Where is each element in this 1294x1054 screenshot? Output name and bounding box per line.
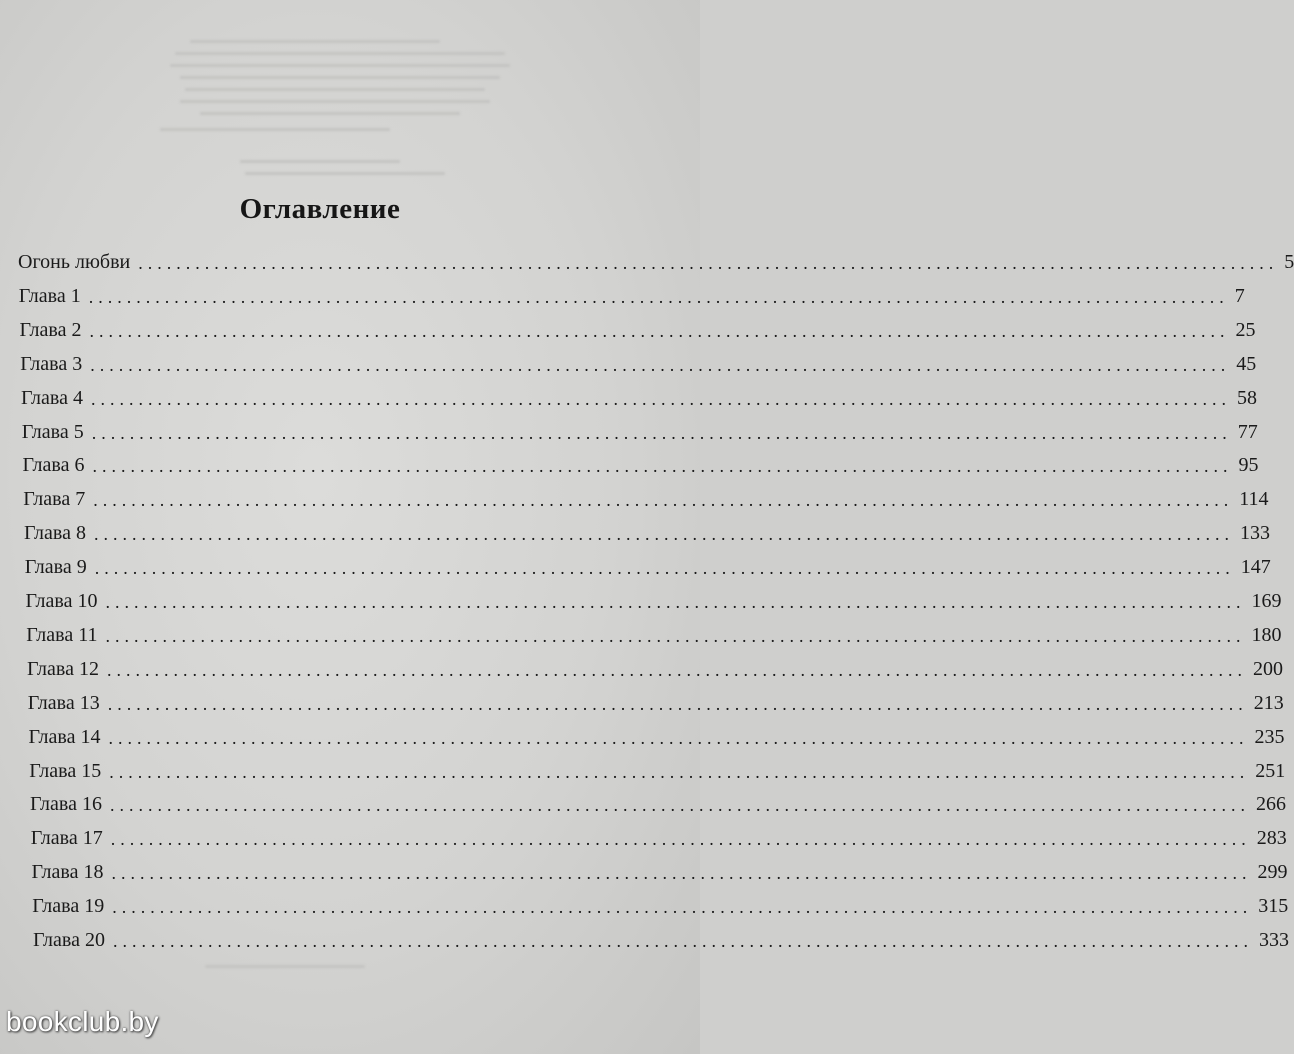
bleed-through-line xyxy=(240,160,400,163)
toc-leader-dots: ........................................................................................................................ xyxy=(105,625,1246,646)
toc-entry-page: 114 xyxy=(1239,488,1269,511)
toc-entry-page: 299 xyxy=(1257,861,1288,884)
toc-leader-dots: ........................................................................................................................ xyxy=(91,422,1232,443)
toc-leader-dots: ........................................................................................................................ xyxy=(108,727,1249,748)
toc-leader-dots: ........................................................................................................................ xyxy=(90,354,1231,375)
toc-leader-dots: ........................................................................................................................ xyxy=(107,693,1248,714)
toc-entry xyxy=(21,414,1258,444)
toc-entry-page: 58 xyxy=(1236,386,1257,409)
toc-entry-label: Глава 8 xyxy=(24,522,86,545)
toc-entry-label: Глава 4 xyxy=(21,386,83,409)
toc-leader-dots: ........................................................................................................................ xyxy=(92,456,1233,477)
toc-leader-dots: ........................................................................................................................ xyxy=(88,286,1229,307)
toc-entry-label: Глава 14 xyxy=(28,725,101,748)
toc-entry-label: Глава 16 xyxy=(30,793,102,816)
toc-entry-page: 235 xyxy=(1254,725,1285,748)
toc-entry-page: 7 xyxy=(1234,284,1245,307)
toc-leader-dots: ........................................................................................................................ xyxy=(106,659,1247,680)
toc-leader-dots: ........................................................................................................................ xyxy=(109,761,1250,782)
toc-entry xyxy=(27,685,1284,715)
toc-entry-label: Глава 13 xyxy=(27,691,100,714)
toc-leader-dots: ........................................................................................................................ xyxy=(93,524,1234,545)
toc-leader-dots: ........................................................................................................................ xyxy=(93,490,1234,511)
toc-entry-page: 5 xyxy=(1284,251,1294,273)
bleed-through-line xyxy=(185,88,485,91)
toc-leader-dots: ........................................................................................................................ xyxy=(112,931,1253,951)
toc-entry xyxy=(24,549,1271,579)
toc-entry-page: 147 xyxy=(1240,556,1271,579)
toc-entry xyxy=(26,617,1282,647)
bleed-through-line xyxy=(180,100,490,103)
toc-entry xyxy=(20,346,1257,376)
toc-entry-page: 333 xyxy=(1258,929,1289,951)
toc-entry xyxy=(32,888,1289,918)
bleed-through-line xyxy=(190,40,440,43)
toc-leader-dots: ........................................................................................................................ xyxy=(94,558,1235,579)
toc-entry-label: Глава 17 xyxy=(30,827,103,850)
toc-entry-label: Глава 2 xyxy=(19,318,82,341)
toc-entry xyxy=(18,278,1245,308)
toc-entry-page: 45 xyxy=(1236,352,1257,375)
toc-entry-label: Глава 9 xyxy=(24,556,87,579)
toc-entry xyxy=(27,651,1283,681)
toc-entry-page: 200 xyxy=(1252,657,1283,680)
toc-entry xyxy=(21,380,1257,410)
toc-entry-page: 283 xyxy=(1256,827,1287,850)
toc-entry xyxy=(23,481,1269,511)
toc-leader-dots: ........................................................................................................................ xyxy=(112,897,1253,918)
toc-entry xyxy=(22,447,1259,477)
toc-entry-page: 180 xyxy=(1251,623,1282,646)
toc-entry-page: 95 xyxy=(1238,454,1259,477)
bleed-through-line xyxy=(170,64,510,67)
toc-entry xyxy=(30,786,1286,816)
toc-entry xyxy=(30,820,1287,850)
toc-leader-dots: ........................................................................................................................ xyxy=(111,863,1252,884)
toc-entry xyxy=(31,854,1288,884)
toc-entry xyxy=(24,515,1270,545)
toc-entry-label: Глава 6 xyxy=(22,454,85,477)
toc-entry-label: Глава 1 xyxy=(18,284,81,307)
toc-entry-page: 133 xyxy=(1239,522,1270,545)
toc-entry-page: 169 xyxy=(1251,590,1282,612)
toc-entry-label: Глава 18 xyxy=(31,861,104,884)
toc-entry-page: 25 xyxy=(1235,318,1256,341)
toc-entry xyxy=(19,312,1256,342)
toc-entry xyxy=(18,244,1294,274)
toc-entry-label: Глава 3 xyxy=(20,352,83,375)
toc-leader-dots: ........................................................................................................................ xyxy=(110,829,1251,850)
toc-entry xyxy=(25,583,1282,613)
toc-entry-label: Глава 5 xyxy=(21,420,84,443)
toc-title: Оглавление xyxy=(239,193,401,225)
toc-entry-label: Глава 15 xyxy=(29,759,102,782)
toc-leader-dots: ........................................................................................................................ xyxy=(89,320,1230,341)
toc-entry-label: Глава 11 xyxy=(26,623,98,646)
toc-entry xyxy=(28,719,1285,749)
toc-entry-label: Глава 7 xyxy=(23,488,86,511)
toc-entry-label: Огонь любви xyxy=(18,251,131,273)
toc-entry-label: Глава 20 xyxy=(33,929,105,951)
toc-entry-label: Глава 12 xyxy=(27,657,99,680)
bleed-through-line xyxy=(180,76,500,79)
toc-entry xyxy=(33,922,1289,952)
toc-leader-dots: ........................................................................................................................ xyxy=(109,795,1250,816)
toc-entry-label: Глава 19 xyxy=(32,895,105,918)
toc-entry-page: 266 xyxy=(1255,793,1286,816)
toc-entry-label: Глава 10 xyxy=(25,590,98,612)
site-watermark: bookclub.by xyxy=(6,1006,159,1037)
toc-entry xyxy=(29,753,1286,783)
bleed-through-line xyxy=(175,52,505,55)
toc-entry-page: 251 xyxy=(1255,759,1286,782)
toc-entry-page: 213 xyxy=(1253,691,1284,714)
toc-entry-page: 77 xyxy=(1237,420,1258,443)
bleed-through-line xyxy=(160,128,390,131)
toc-leader-dots: ........................................................................................................................ xyxy=(90,388,1231,409)
toc-entry-page: 315 xyxy=(1258,895,1289,918)
bleed-through-line xyxy=(205,965,365,968)
bleed-through-line xyxy=(200,112,460,115)
bleed-through-line xyxy=(245,172,445,175)
toc-leader-dots: ........................................................................................................................ xyxy=(138,253,1279,273)
toc-leader-dots: ........................................................................................................................ xyxy=(105,592,1246,612)
